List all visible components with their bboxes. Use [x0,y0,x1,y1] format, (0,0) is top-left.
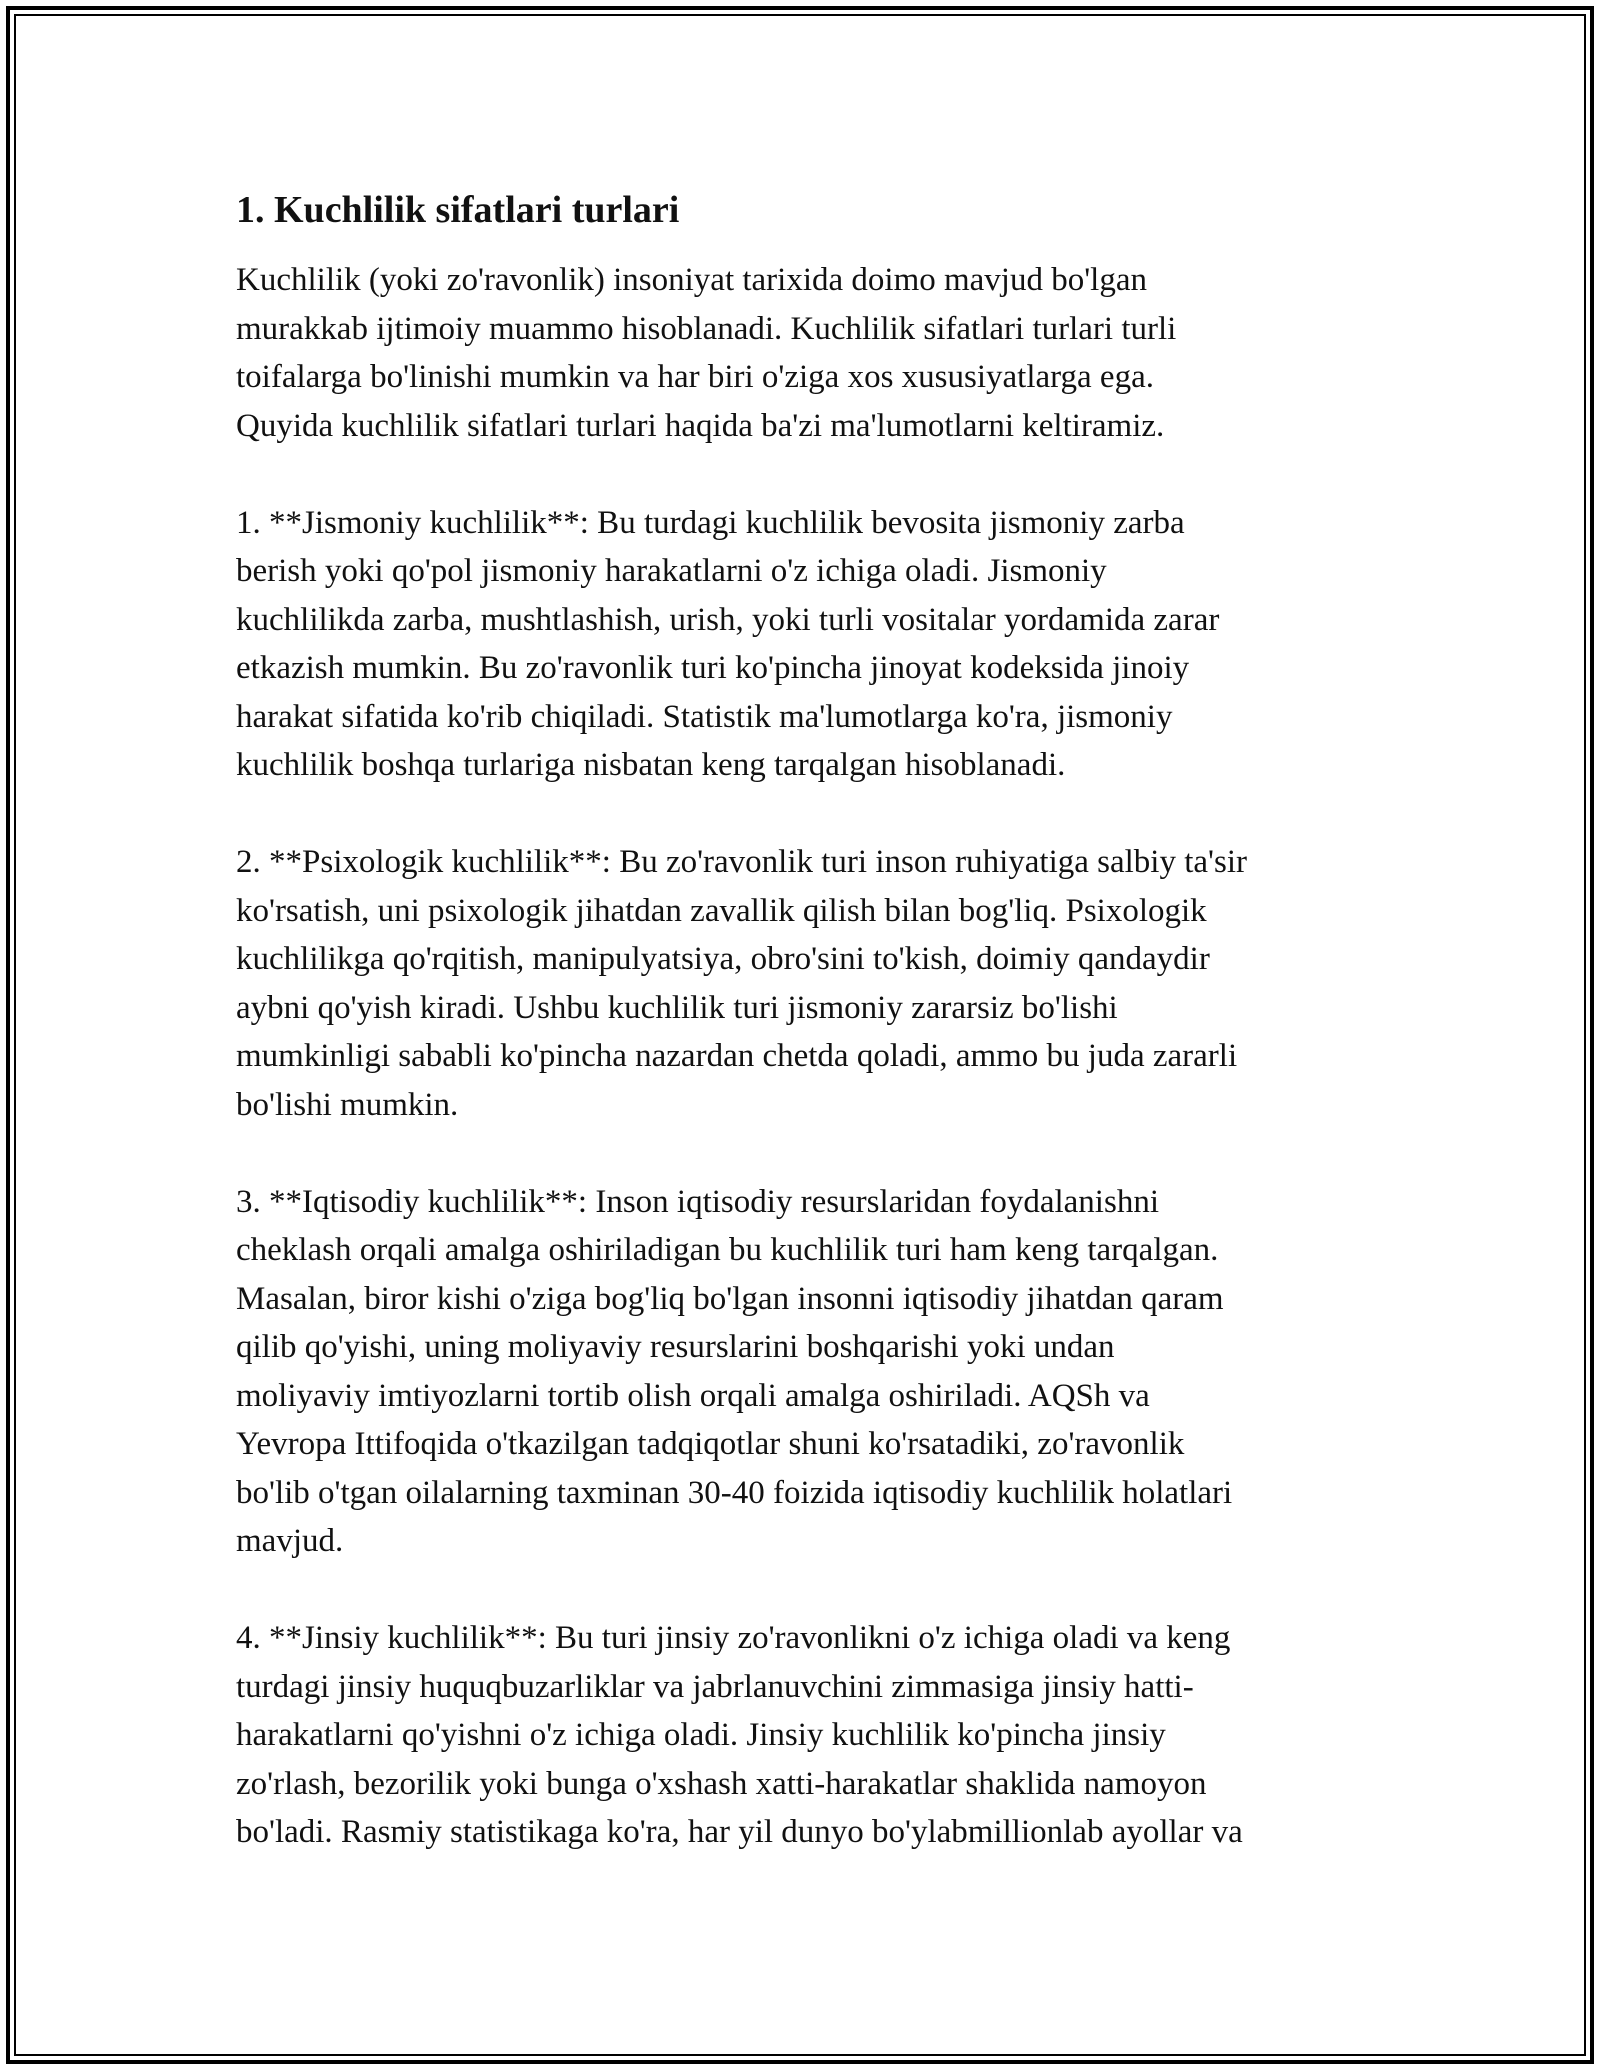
text-line: harakat sifatida ko'rib chiqiladi. Statistik ma'lumotlarga ko'ra, jismoniy [236,698,1173,735]
text-line: mumkinligi sababli ko'pincha nazardan chetda qoladi, ammo bu juda zararli [236,1038,1238,1074]
text-line: toifalarga bo'linishi mumkin va har biri o'ziga xos xususiyatlarga ega. [236,359,1154,395]
text-line: etkazish mumkin. Bu zo'ravonlik turi ko'pincha jinoyat kodeksida jinoiy [236,650,1190,686]
text-line: 4. **Jinsiy kuchlilik**: Bu turi jinsiy zo'ravonlikni o'z ichiga oladi va keng [236,1620,1231,1656]
text-line: murakkab ijtimoiy muammo hisoblanadi. Kuchlilik sifatlari turlari turli [236,310,1177,347]
text-line: aybni qo'yish kiradi. Ushbu kuchlilik turi jismoniy zararsiz bo'lishi [236,989,1118,1026]
text-line: bo'lib o'tgan oilalarning taxminan 30-40 foizida iqtisodiy kuchlilik holatlari [236,1474,1233,1511]
text-line: zo'rlash, bezorilik yoki bunga o'xshash xatti-harakatlar shaklida namoyon [236,1765,1207,1802]
text-line: berish yoki qo'pol jismoniy harakatlarni o'z ichiga oladi. Jismoniy [236,553,1107,589]
section-heading: 1. Kuchlilik sifatlari turlari [236,189,680,231]
paragraph-physical [236,499,1364,790]
text-line: 2. **Psixologik kuchlilik**: Bu zo'ravonlik turi inson ruhiyatiga salbiy ta'sir [236,844,1247,880]
text-line: Quyida kuchlilik sifatlari turlari haqida ba'zi ma'lumotlarni keltiramiz. [236,407,1165,444]
paragraph-economic [236,1178,1364,1566]
text-line: Masalan, biror kishi o'ziga bog'liq bo'lgan insonni iqtisodiy jihatdan qaram [236,1280,1224,1317]
intro-paragraph [236,256,1364,450]
text-line: cheklash orqali amalga oshiriladigan bu kuchlilik turi ham keng tarqalgan. [236,1232,1219,1268]
text-line: moliyaviy imtiyozlarni tortib olish orqali amalga oshiriladi. AQSh va [236,1377,1150,1414]
text-line: kuchlilikda zarba, mushtlashish, urish, yoki turli vositalar yordamida zarar [236,601,1220,638]
text-line: kuchlilikga qo'rqitish, manipulyatsiya, obro'sini to'kish, doimiy qandaydir [236,941,1210,977]
text-line: ko'rsatish, uni psixologik jihatdan zavallik qilish bilan bog'liq. Psixologik [236,892,1207,929]
document-body [236,186,1364,1905]
text-line: 1. **Jismoniy kuchlilik**: Bu turdagi kuchlilik bevosita jismoniy zarba [236,504,1185,541]
text-line: turdagi jinsiy huquqbuzarliklar va jabrlanuvchini zimmasiga jinsiy hatti- [236,1668,1194,1705]
text-line: mavjud. [236,1523,344,1559]
text-line: kuchlilik boshqa turlariga nisbatan keng tarqalgan hisoblanadi. [236,747,1066,783]
text-line: Kuchlilik (yoki zo'ravonlik) insoniyat tarixida doimo mavjud bo'lgan [236,262,1147,298]
text-line: harakatlarni qo'yishni o'z ichiga oladi. Jinsiy kuchlilik ko'pincha jinsiy [236,1717,1166,1753]
text-line: Yevropa Ittifoqida o'tkazilgan tadqiqotlar shuni ko'rsatadiki, zo'ravonlik [236,1426,1185,1462]
paragraph-psychological [236,838,1364,1129]
paragraph-sexual [236,1614,1364,1857]
text-line: 3. **Iqtisodiy kuchlilik**: Inson iqtisodiy resurslaridan foydalanishni [236,1183,1159,1220]
text-line: bo'ladi. Rasmiy statistikaga ko'ra, har yil dunyo bo'ylabmillionlab ayollar va [236,1814,1243,1850]
text-line: bo'lishi mumkin. [236,1086,459,1123]
text-line: qilib qo'yishi, uning moliyaviy resurslarini boshqarishi yoki undan [236,1329,1115,1365]
